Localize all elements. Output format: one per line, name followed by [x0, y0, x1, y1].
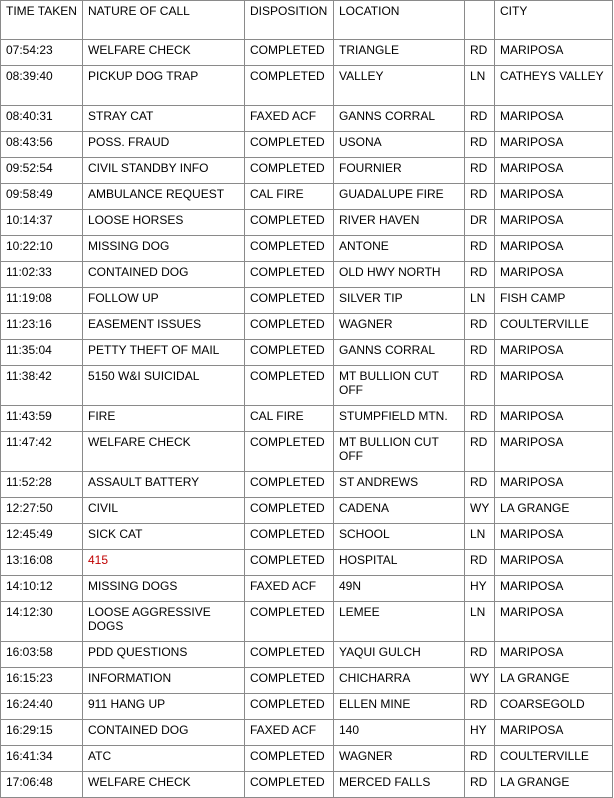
disposition-cell: COMPLETED	[245, 66, 334, 106]
city-cell: MARIPOSA	[495, 340, 613, 366]
street-suffix-cell: RD	[465, 184, 495, 210]
street-suffix-cell: LN	[465, 602, 495, 642]
location-cell: ANTONE	[334, 236, 465, 262]
street-suffix-cell: RD	[465, 406, 495, 432]
city-cell: MARIPOSA	[495, 158, 613, 184]
disposition-cell: CAL FIRE	[245, 184, 334, 210]
table-row	[1, 576, 613, 602]
time-cell: 16:03:58	[1, 642, 83, 668]
time-cell: 11:02:33	[1, 262, 83, 288]
street-suffix-cell: LN	[465, 288, 495, 314]
city-cell: MARIPOSA	[495, 262, 613, 288]
time-cell: 11:38:42	[1, 366, 83, 406]
table-body	[1, 40, 613, 798]
city-cell: LA GRANGE	[495, 668, 613, 694]
nature-cell: CONTAINED DOG	[83, 720, 245, 746]
header-row	[1, 1, 613, 40]
street-suffix-cell: RD	[465, 106, 495, 132]
table-row	[1, 772, 613, 798]
time-cell: 11:35:04	[1, 340, 83, 366]
location-cell: LEMEE	[334, 602, 465, 642]
location-cell: CADENA	[334, 498, 465, 524]
table-row	[1, 262, 613, 288]
time-cell: 08:40:31	[1, 106, 83, 132]
street-suffix-cell: HY	[465, 576, 495, 602]
table-row	[1, 472, 613, 498]
disposition-cell: COMPLETED	[245, 366, 334, 406]
location-cell: GUADALUPE FIRE	[334, 184, 465, 210]
disposition-cell: COMPLETED	[245, 432, 334, 472]
disposition-cell: COMPLETED	[245, 210, 334, 236]
nature-cell: ATC	[83, 746, 245, 772]
street-suffix-cell: RD	[465, 694, 495, 720]
city-cell: MARIPOSA	[495, 432, 613, 472]
city-cell: CATHEYS VALLEY	[495, 66, 613, 106]
disposition-cell: COMPLETED	[245, 314, 334, 340]
nature-cell: PICKUP DOG TRAP	[83, 66, 245, 106]
time-cell: 16:29:15	[1, 720, 83, 746]
street-suffix-cell: WY	[465, 498, 495, 524]
location-cell: MT BULLION CUT OFF	[334, 432, 465, 472]
nature-cell: CIVIL STANDBY INFO	[83, 158, 245, 184]
location-cell: USONA	[334, 132, 465, 158]
city-cell: COULTERVILLE	[495, 314, 613, 340]
location-cell: WAGNER	[334, 746, 465, 772]
street-suffix-cell: RD	[465, 746, 495, 772]
disposition-cell: COMPLETED	[245, 746, 334, 772]
nature-cell: MISSING DOGS	[83, 576, 245, 602]
location-cell: ELLEN MINE	[334, 694, 465, 720]
nature-cell: AMBULANCE REQUEST	[83, 184, 245, 210]
location-cell: HOSPITAL	[334, 550, 465, 576]
nature-cell: 5150 W&I SUICIDAL	[83, 366, 245, 406]
table-row	[1, 432, 613, 472]
table-row	[1, 288, 613, 314]
disposition-cell: COMPLETED	[245, 524, 334, 550]
location-cell: VALLEY	[334, 66, 465, 106]
time-cell: 17:06:48	[1, 772, 83, 798]
location-cell: CHICHARRA	[334, 668, 465, 694]
location-cell: ST ANDREWS	[334, 472, 465, 498]
time-cell: 12:27:50	[1, 498, 83, 524]
disposition-cell: COMPLETED	[245, 262, 334, 288]
column-header-location: LOCATION	[334, 1, 465, 40]
nature-cell: WELFARE CHECK	[83, 772, 245, 798]
location-cell: SCHOOL	[334, 524, 465, 550]
city-cell: MARIPOSA	[495, 720, 613, 746]
nature-cell: POSS. FRAUD	[83, 132, 245, 158]
city-cell: MARIPOSA	[495, 550, 613, 576]
column-header-city: CITY	[495, 1, 613, 40]
street-suffix-cell: RD	[465, 40, 495, 66]
nature-cell: 415	[83, 550, 245, 576]
time-cell: 09:52:54	[1, 158, 83, 184]
disposition-cell: FAXED ACF	[245, 720, 334, 746]
table-row	[1, 720, 613, 746]
city-cell: MARIPOSA	[495, 406, 613, 432]
table-row	[1, 642, 613, 668]
location-cell: GANNS CORRAL	[334, 106, 465, 132]
location-cell: SILVER TIP	[334, 288, 465, 314]
city-cell: LA GRANGE	[495, 772, 613, 798]
disposition-cell: COMPLETED	[245, 550, 334, 576]
table-row	[1, 236, 613, 262]
table-row	[1, 746, 613, 772]
disposition-cell: COMPLETED	[245, 498, 334, 524]
city-cell: MARIPOSA	[495, 524, 613, 550]
disposition-cell: COMPLETED	[245, 602, 334, 642]
city-cell: MARIPOSA	[495, 576, 613, 602]
city-cell: MARIPOSA	[495, 40, 613, 66]
location-cell: MERCED FALLS	[334, 772, 465, 798]
column-header-suffix	[465, 1, 495, 40]
time-cell: 16:24:40	[1, 694, 83, 720]
street-suffix-cell: RD	[465, 314, 495, 340]
nature-cell: LOOSE HORSES	[83, 210, 245, 236]
time-cell: 07:54:23	[1, 40, 83, 66]
nature-cell: ASSAULT BATTERY	[83, 472, 245, 498]
time-cell: 11:52:28	[1, 472, 83, 498]
time-cell: 10:22:10	[1, 236, 83, 262]
table-row	[1, 668, 613, 694]
column-header-nature: NATURE OF CALL	[83, 1, 245, 40]
nature-cell: INFORMATION	[83, 668, 245, 694]
city-cell: LA GRANGE	[495, 498, 613, 524]
table-row	[1, 498, 613, 524]
street-suffix-cell: LN	[465, 524, 495, 550]
location-cell: MT BULLION CUT OFF	[334, 366, 465, 406]
disposition-cell: COMPLETED	[245, 668, 334, 694]
time-cell: 14:12:30	[1, 602, 83, 642]
nature-cell: WELFARE CHECK	[83, 40, 245, 66]
disposition-cell: COMPLETED	[245, 158, 334, 184]
disposition-cell: COMPLETED	[245, 472, 334, 498]
location-cell: WAGNER	[334, 314, 465, 340]
time-cell: 08:39:40	[1, 66, 83, 106]
city-cell: MARIPOSA	[495, 602, 613, 642]
location-cell: GANNS CORRAL	[334, 340, 465, 366]
disposition-cell: COMPLETED	[245, 288, 334, 314]
time-cell: 11:19:08	[1, 288, 83, 314]
table-row	[1, 694, 613, 720]
street-suffix-cell: WY	[465, 668, 495, 694]
time-cell: 08:43:56	[1, 132, 83, 158]
nature-cell: PETTY THEFT OF MAIL	[83, 340, 245, 366]
nature-cell: LOOSE AGGRESSIVE DOGS	[83, 602, 245, 642]
location-cell: RIVER HAVEN	[334, 210, 465, 236]
location-cell: 49N	[334, 576, 465, 602]
disposition-cell: COMPLETED	[245, 694, 334, 720]
city-cell: MARIPOSA	[495, 210, 613, 236]
street-suffix-cell: RD	[465, 340, 495, 366]
time-cell: 13:16:08	[1, 550, 83, 576]
disposition-cell: COMPLETED	[245, 772, 334, 798]
table-row	[1, 314, 613, 340]
location-cell: 140	[334, 720, 465, 746]
nature-cell: MISSING DOG	[83, 236, 245, 262]
disposition-cell: COMPLETED	[245, 132, 334, 158]
disposition-cell: COMPLETED	[245, 340, 334, 366]
location-cell: YAQUI GULCH	[334, 642, 465, 668]
table-row	[1, 158, 613, 184]
time-cell: 16:41:34	[1, 746, 83, 772]
street-suffix-cell: RD	[465, 262, 495, 288]
city-cell: FISH CAMP	[495, 288, 613, 314]
column-header-disposition: DISPOSITION	[245, 1, 334, 40]
table-row	[1, 550, 613, 576]
street-suffix-cell: LN	[465, 66, 495, 106]
nature-cell: SICK CAT	[83, 524, 245, 550]
city-cell: COULTERVILLE	[495, 746, 613, 772]
nature-cell: FOLLOW UP	[83, 288, 245, 314]
nature-cell: PDD QUESTIONS	[83, 642, 245, 668]
street-suffix-cell: RD	[465, 772, 495, 798]
street-suffix-cell: RD	[465, 132, 495, 158]
city-cell: MARIPOSA	[495, 366, 613, 406]
table-row	[1, 366, 613, 406]
table-row	[1, 524, 613, 550]
location-cell: STUMPFIELD MTN.	[334, 406, 465, 432]
table-row	[1, 132, 613, 158]
nature-cell: FIRE	[83, 406, 245, 432]
time-cell: 14:10:12	[1, 576, 83, 602]
street-suffix-cell: RD	[465, 236, 495, 262]
location-cell: TRIANGLE	[334, 40, 465, 66]
table-row	[1, 406, 613, 432]
street-suffix-cell: RD	[465, 472, 495, 498]
time-cell: 10:14:37	[1, 210, 83, 236]
street-suffix-cell: RD	[465, 550, 495, 576]
disposition-cell: FAXED ACF	[245, 576, 334, 602]
disposition-cell: COMPLETED	[245, 236, 334, 262]
city-cell: MARIPOSA	[495, 236, 613, 262]
city-cell: MARIPOSA	[495, 184, 613, 210]
street-suffix-cell: RD	[465, 642, 495, 668]
time-cell: 11:47:42	[1, 432, 83, 472]
city-cell: COARSEGOLD	[495, 694, 613, 720]
street-suffix-cell: DR	[465, 210, 495, 236]
table-row	[1, 210, 613, 236]
city-cell: MARIPOSA	[495, 472, 613, 498]
time-cell: 16:15:23	[1, 668, 83, 694]
time-cell: 11:43:59	[1, 406, 83, 432]
table-row	[1, 184, 613, 210]
nature-cell: CONTAINED DOG	[83, 262, 245, 288]
street-suffix-cell: RD	[465, 366, 495, 406]
location-cell: OLD HWY NORTH	[334, 262, 465, 288]
city-cell: MARIPOSA	[495, 106, 613, 132]
column-header-time: TIME TAKEN	[1, 1, 83, 40]
time-cell: 12:45:49	[1, 524, 83, 550]
nature-cell: CIVIL	[83, 498, 245, 524]
table-row	[1, 40, 613, 66]
disposition-cell: COMPLETED	[245, 40, 334, 66]
time-cell: 09:58:49	[1, 184, 83, 210]
table-row	[1, 602, 613, 642]
city-cell: MARIPOSA	[495, 642, 613, 668]
disposition-cell: CAL FIRE	[245, 406, 334, 432]
table-row	[1, 66, 613, 106]
location-cell: FOURNIER	[334, 158, 465, 184]
time-cell: 11:23:16	[1, 314, 83, 340]
nature-cell: STRAY CAT	[83, 106, 245, 132]
street-suffix-cell: HY	[465, 720, 495, 746]
table-row	[1, 106, 613, 132]
disposition-cell: COMPLETED	[245, 642, 334, 668]
nature-cell: EASEMENT ISSUES	[83, 314, 245, 340]
disposition-cell: FAXED ACF	[245, 106, 334, 132]
nature-cell: WELFARE CHECK	[83, 432, 245, 472]
city-cell: MARIPOSA	[495, 132, 613, 158]
nature-cell: 911 HANG UP	[83, 694, 245, 720]
street-suffix-cell: RD	[465, 432, 495, 472]
table-row	[1, 340, 613, 366]
street-suffix-cell: RD	[465, 158, 495, 184]
